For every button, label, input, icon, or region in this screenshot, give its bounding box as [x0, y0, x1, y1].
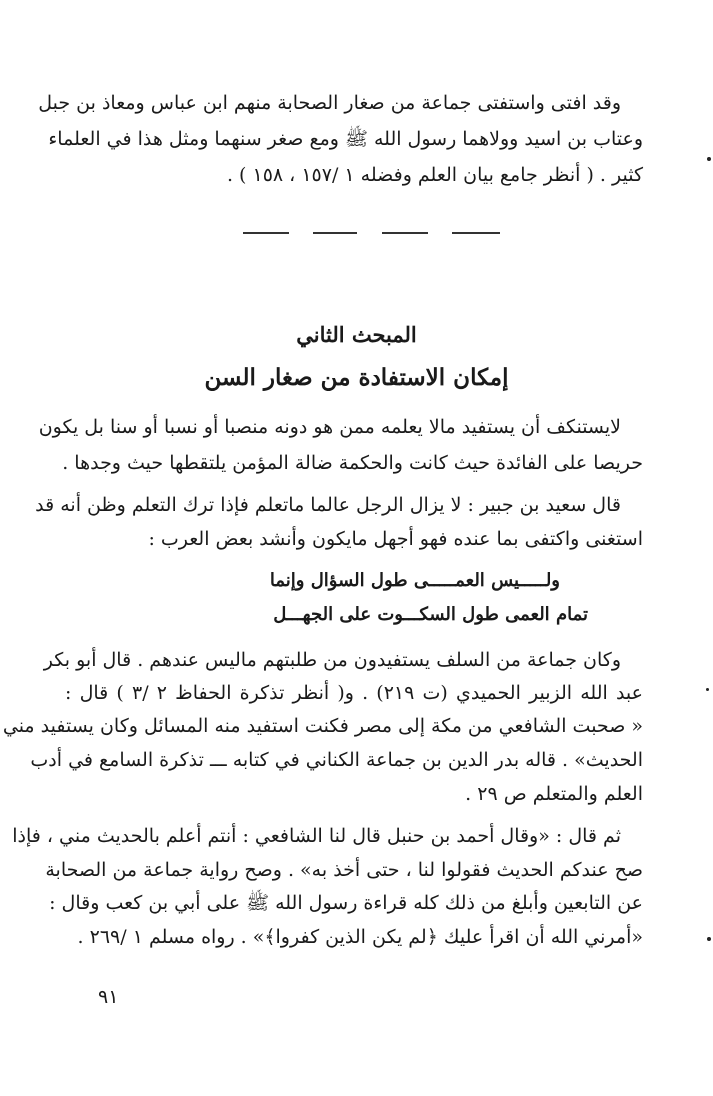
scan-mark: [707, 937, 711, 941]
paragraph2-line-1: قال سعيد بن جبير : لا يزال الرجل عالما ماتعلم فإذا ترك التعلم وظن أنه قد: [35, 494, 621, 516]
section-title: المبحث الثاني: [296, 322, 417, 347]
intro-line-2: وعتاب بن اسيد وولاهما رسول الله ﷺ ومع صغر سنهما ومثل هذا في العلماء: [48, 128, 643, 150]
paragraph3-line-5: العلم والمتعلم ص ٢٩ .: [465, 783, 643, 805]
section-subtitle: إمكان الاستفادة من صغار السن: [204, 364, 509, 391]
paragraph4-line-3: عن التابعين وأبلغ من ذلك كله قراءة رسول الله ﷺ على أبي بن كعب وقال :: [49, 892, 643, 914]
paragraph1-line-2: حريصا على الفائدة حيث كانت والحكمة ضالة المؤمن يلتقطها حيث وجدها .: [62, 452, 643, 474]
paragraph2-line-2: استغنى واكتفى بما عنده فهو أجهل مايكون وأنشد بعض العرب :: [148, 528, 643, 550]
verse-line-1: ولـــــيس العمـــــى طول السؤال وإنما: [269, 570, 560, 591]
scan-mark: [706, 688, 709, 691]
paragraph3-line-3: « صحبت الشافعي من مكة إلى مصر فكنت استفيد منه المسائل وكان يستفيد مني: [2, 715, 643, 737]
section-divider-segment: [243, 232, 289, 234]
paragraph4-line-1: ثم قال : «وقال أحمد بن حنبل قال لنا الشافعي : أنتم أعلم بالحديث مني ، فإذا: [12, 825, 621, 847]
verse-line-2: تمام العمى طول السكـــوت على الجهـــل: [273, 604, 588, 625]
intro-line-1: وقد افتى واستفتى جماعة من صغار الصحابة منهم ابن عباس ومعاذ بن جبل: [38, 92, 621, 114]
scan-mark: [707, 157, 711, 161]
section-divider-segment: [313, 232, 357, 234]
paragraph4-line-2: صح عندكم الحديث فقولوا لنا ، حتى أخذ به» . وصح رواية جماعة من الصحابة: [45, 859, 643, 881]
paragraph3-line-1: وكان جماعة من السلف يستفيدون من طلبتهم ماليس عندهم . قال أبو بكر: [43, 649, 621, 671]
page-number: ٩١: [98, 986, 119, 1008]
paragraph1-line-1: لايستنكف أن يستفيد مالا يعلمه ممن هو دونه منصبا أو نسبا أو سنا بل يكون: [38, 416, 621, 438]
section-divider-segment: [382, 232, 428, 234]
section-divider-segment: [452, 232, 500, 234]
paragraph3-line-2: عبد الله الزبير الحميدي (ت ٢١٩) . و( أنظر تذكرة الحفاظ ٢ /٣ ) قال :: [65, 682, 643, 704]
paragraph4-line-4: «أمرني الله أن اقرأ عليك ﴿لم يكن الذين كفروا﴾» . رواه مسلم ١ /٢٦٩ .: [77, 926, 643, 948]
intro-line-3: كثير . ( أنظر جامع بيان العلم وفضله ١ /١٥٧ ، ١٥٨ ) .: [226, 164, 643, 186]
paragraph3-line-4: الحديث» . قاله بدر الدين بن جماعة الكناني في كتابه ـــ تذكرة السامع في أدب: [30, 749, 643, 771]
